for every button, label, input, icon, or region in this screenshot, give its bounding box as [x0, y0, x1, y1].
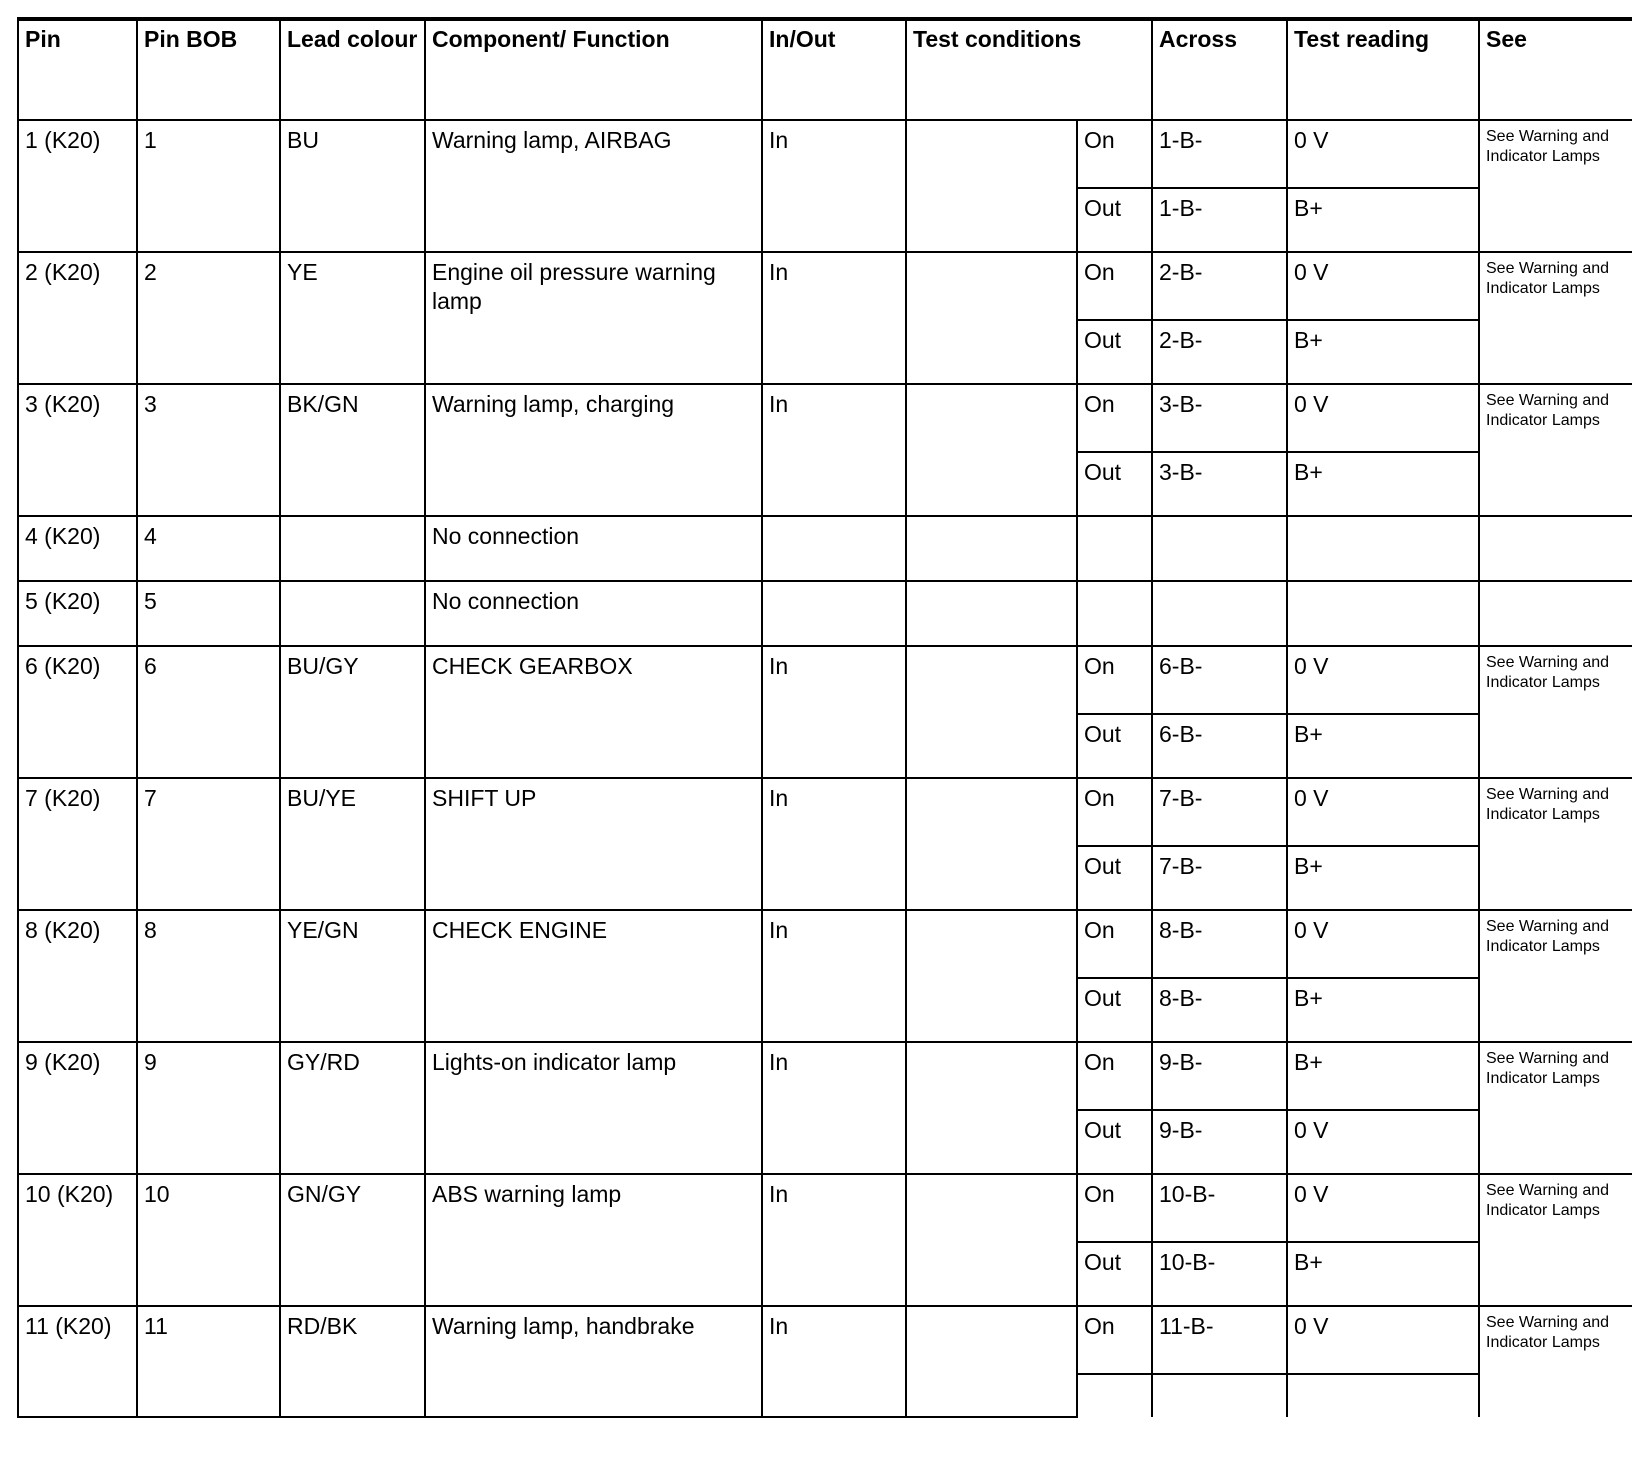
reading-cell: 0 V — [1287, 646, 1479, 714]
component-cell: Warning lamp, handbrake — [425, 1306, 762, 1417]
header-across: Across — [1152, 19, 1287, 120]
pin-cell: 3 (K20) — [18, 384, 137, 516]
test-condition-blank — [906, 384, 1077, 516]
pin-cell: 2 (K20) — [18, 252, 137, 384]
pin-cell: 11 (K20) — [18, 1306, 137, 1417]
reading-cell: 0 V — [1287, 910, 1479, 978]
in-out-cell: In — [762, 1174, 906, 1306]
see-cell: See Warning and Indicator Lamps — [1479, 252, 1632, 384]
lead-colour-cell: YE — [280, 252, 425, 384]
table-row — [18, 581, 1632, 646]
reading-cell — [1287, 581, 1479, 646]
state-cell: On — [1077, 1174, 1152, 1242]
state-cell: On — [1077, 646, 1152, 714]
test-condition-blank — [906, 1174, 1077, 1306]
pin-cell: 1 (K20) — [18, 120, 137, 252]
state-cell: Out — [1077, 846, 1152, 910]
reading-cell — [1287, 1374, 1479, 1417]
reading-cell: B+ — [1287, 714, 1479, 778]
header-in-out: In/Out — [762, 19, 906, 120]
see-cell: See Warning and Indicator Lamps — [1479, 1042, 1632, 1174]
test-condition-blank — [906, 581, 1077, 646]
test-condition-blank — [906, 252, 1077, 384]
pin-cell: 9 (K20) — [18, 1042, 137, 1174]
table-row — [18, 646, 1632, 714]
reading-cell: B+ — [1287, 320, 1479, 384]
table-row — [18, 516, 1632, 581]
state-cell — [1077, 1374, 1152, 1417]
header-row — [18, 19, 1632, 120]
component-cell: No connection — [425, 581, 762, 646]
in-out-cell — [762, 516, 906, 581]
across-cell: 10-B- — [1152, 1174, 1287, 1242]
lead-colour-cell: GN/GY — [280, 1174, 425, 1306]
reading-cell: 0 V — [1287, 252, 1479, 320]
lead-colour-cell: YE/GN — [280, 910, 425, 1042]
see-cell: See Warning and Indicator Lamps — [1479, 910, 1632, 1042]
header-see: See — [1479, 19, 1632, 120]
state-cell — [1077, 516, 1152, 581]
see-cell — [1479, 516, 1632, 581]
component-cell: No connection — [425, 516, 762, 581]
lead-colour-cell — [280, 516, 425, 581]
pin-cell: 4 (K20) — [18, 516, 137, 581]
component-cell: CHECK GEARBOX — [425, 646, 762, 778]
in-out-cell: In — [762, 120, 906, 252]
state-cell: On — [1077, 1306, 1152, 1374]
component-cell: ABS warning lamp — [425, 1174, 762, 1306]
pin-bob-cell: 2 — [137, 252, 280, 384]
pin-bob-cell: 1 — [137, 120, 280, 252]
header-component: Component/ Function — [425, 19, 762, 120]
reading-cell: B+ — [1287, 452, 1479, 516]
table-row — [18, 778, 1632, 846]
header-test-reading: Test reading — [1287, 19, 1479, 120]
see-cell: See Warning and Indicator Lamps — [1479, 1174, 1632, 1306]
pin-bob-cell: 4 — [137, 516, 280, 581]
state-cell: Out — [1077, 452, 1152, 516]
table-row — [18, 120, 1632, 188]
lead-colour-cell: GY/RD — [280, 1042, 425, 1174]
reading-cell: B+ — [1287, 978, 1479, 1042]
component-cell: Engine oil pressure warning lamp — [425, 252, 762, 384]
state-cell: On — [1077, 1042, 1152, 1110]
pin-bob-cell: 6 — [137, 646, 280, 778]
in-out-cell: In — [762, 384, 906, 516]
pin-bob-cell: 9 — [137, 1042, 280, 1174]
lead-colour-cell: BK/GN — [280, 384, 425, 516]
see-cell: See Warning and Indicator Lamps — [1479, 120, 1632, 252]
pin-cell: 10 (K20) — [18, 1174, 137, 1306]
state-cell: On — [1077, 252, 1152, 320]
pin-bob-cell: 7 — [137, 778, 280, 910]
see-cell: See Warning and Indicator Lamps — [1479, 384, 1632, 516]
across-cell: 9-B- — [1152, 1042, 1287, 1110]
across-cell: 1-B- — [1152, 120, 1287, 188]
table-row — [18, 1174, 1632, 1242]
in-out-cell: In — [762, 252, 906, 384]
lead-colour-cell — [280, 581, 425, 646]
across-cell: 8-B- — [1152, 978, 1287, 1042]
state-cell: Out — [1077, 320, 1152, 384]
state-cell: Out — [1077, 1110, 1152, 1174]
header-pin-bob: Pin BOB — [137, 19, 280, 120]
test-condition-blank — [906, 910, 1077, 1042]
across-cell — [1152, 581, 1287, 646]
across-cell: 11-B- — [1152, 1306, 1287, 1374]
across-cell: 8-B- — [1152, 910, 1287, 978]
table-row — [18, 252, 1632, 320]
pin-cell: 8 (K20) — [18, 910, 137, 1042]
reading-cell: 0 V — [1287, 1174, 1479, 1242]
header-lead-colour: Lead colour — [280, 19, 425, 120]
test-condition-blank — [906, 1042, 1077, 1174]
in-out-cell: In — [762, 1306, 906, 1417]
table-row — [18, 910, 1632, 978]
across-cell: 3-B- — [1152, 452, 1287, 516]
reading-cell: 0 V — [1287, 1110, 1479, 1174]
state-cell: Out — [1077, 1242, 1152, 1306]
in-out-cell: In — [762, 646, 906, 778]
component-cell: Warning lamp, charging — [425, 384, 762, 516]
see-cell — [1479, 581, 1632, 646]
state-cell: On — [1077, 778, 1152, 846]
reading-cell: 0 V — [1287, 1306, 1479, 1374]
across-cell: 10-B- — [1152, 1242, 1287, 1306]
see-cell: See Warning and Indicator Lamps — [1479, 646, 1632, 778]
component-cell: SHIFT UP — [425, 778, 762, 910]
see-cell: See Warning and Indicator Lamps — [1479, 1306, 1632, 1417]
pin-table-body — [18, 120, 1632, 1417]
see-cell: See Warning and Indicator Lamps — [1479, 778, 1632, 910]
test-condition-blank — [906, 778, 1077, 910]
state-cell: Out — [1077, 714, 1152, 778]
state-cell — [1077, 581, 1152, 646]
pin-bob-cell: 8 — [137, 910, 280, 1042]
across-cell — [1152, 1374, 1287, 1417]
pin-bob-cell: 5 — [137, 581, 280, 646]
across-cell — [1152, 516, 1287, 581]
pin-cell: 6 (K20) — [18, 646, 137, 778]
reading-cell: 0 V — [1287, 778, 1479, 846]
lead-colour-cell: BU/GY — [280, 646, 425, 778]
across-cell: 6-B- — [1152, 714, 1287, 778]
component-cell: CHECK ENGINE — [425, 910, 762, 1042]
across-cell: 1-B- — [1152, 188, 1287, 252]
component-cell: Warning lamp, AIRBAG — [425, 120, 762, 252]
header-test-conditions: Test conditions — [906, 19, 1152, 120]
test-condition-blank — [906, 1306, 1077, 1417]
pin-cell: 7 (K20) — [18, 778, 137, 910]
test-condition-blank — [906, 646, 1077, 778]
state-cell: Out — [1077, 978, 1152, 1042]
in-out-cell: In — [762, 910, 906, 1042]
pin-bob-cell: 10 — [137, 1174, 280, 1306]
across-cell: 9-B- — [1152, 1110, 1287, 1174]
in-out-cell: In — [762, 1042, 906, 1174]
pin-bob-cell: 11 — [137, 1306, 280, 1417]
reading-cell — [1287, 516, 1479, 581]
across-cell: 3-B- — [1152, 384, 1287, 452]
pin-bob-cell: 3 — [137, 384, 280, 516]
across-cell: 2-B- — [1152, 252, 1287, 320]
across-cell: 7-B- — [1152, 778, 1287, 846]
component-cell: Lights-on indicator lamp — [425, 1042, 762, 1174]
reading-cell: B+ — [1287, 1042, 1479, 1110]
state-cell: On — [1077, 384, 1152, 452]
in-out-cell — [762, 581, 906, 646]
pin-cell: 5 (K20) — [18, 581, 137, 646]
reading-cell: B+ — [1287, 188, 1479, 252]
across-cell: 7-B- — [1152, 846, 1287, 910]
across-cell: 6-B- — [1152, 646, 1287, 714]
reading-cell: B+ — [1287, 1242, 1479, 1306]
state-cell: On — [1077, 910, 1152, 978]
table-row — [18, 384, 1632, 452]
state-cell: On — [1077, 120, 1152, 188]
across-cell: 2-B- — [1152, 320, 1287, 384]
state-cell: Out — [1077, 188, 1152, 252]
reading-cell: 0 V — [1287, 120, 1479, 188]
in-out-cell: In — [762, 778, 906, 910]
lead-colour-cell: RD/BK — [280, 1306, 425, 1417]
header-pin: Pin — [18, 19, 137, 120]
reading-cell: 0 V — [1287, 384, 1479, 452]
test-condition-blank — [906, 516, 1077, 581]
lead-colour-cell: BU/YE — [280, 778, 425, 910]
pin-table — [17, 17, 1632, 1418]
table-row — [18, 1306, 1632, 1374]
lead-colour-cell: BU — [280, 120, 425, 252]
table-row — [18, 1042, 1632, 1110]
reading-cell: B+ — [1287, 846, 1479, 910]
test-condition-blank — [906, 120, 1077, 252]
